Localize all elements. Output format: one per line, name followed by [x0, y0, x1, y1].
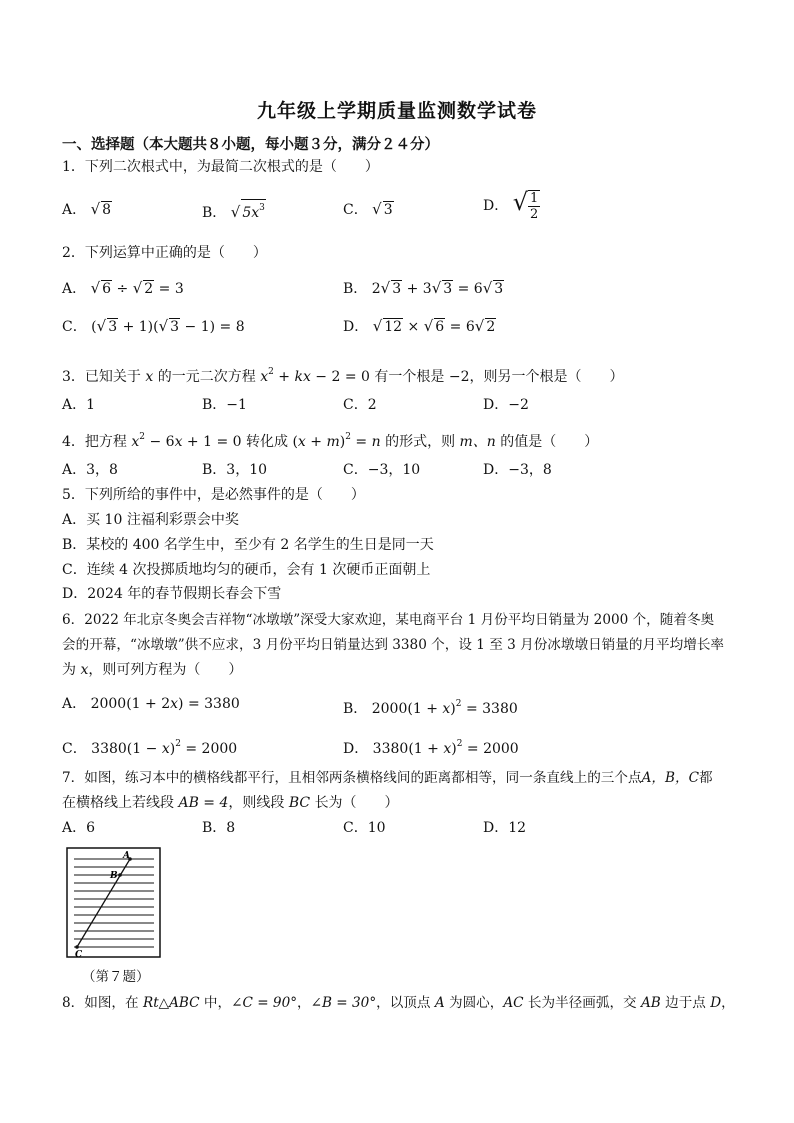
q3-option-d: D．−2	[483, 397, 529, 413]
q7-option-b: B．8	[202, 820, 236, 836]
question-6-line-3: 为 x，则可列方程为（ ）	[62, 662, 243, 678]
question-4-stem: 4．把方程 $x^2 - 6x + 1 = 0$ 转化成 $(x + m)^2 = n$ 的形式，则 m、n 的值是（ ）	[62, 432, 599, 450]
q4-option-d: D．−3，8	[483, 462, 552, 478]
q2-option-a: A． √ 6 ÷ √ 2 = 3	[62, 279, 184, 297]
q4-option-b: B．3，10	[202, 462, 268, 478]
question-6-line-1: 6．2022 年北京冬奥会吉祥物“冰墩墩”深受大家欢迎，某电商平台 1 月份平均日销量为 2000 个，随着冬奥	[62, 612, 715, 628]
question-1-stem: 1．下列二次根式中，为最简二次根式的是（ ）	[62, 159, 379, 175]
q1-option-d: D． √ $\frac{1}{2}$	[483, 188, 539, 222]
question-3-stem: 3．已知关于 x 的一元二次方程 $x^2$ + kx − 2 = 0 有一个根是 −2，则另一个根是（ ）	[62, 367, 624, 385]
q5-option-b: B．某校的 400 名学生中，至少有 2 名学生的生日是同一天	[62, 537, 434, 553]
q5-option-a: A．买 10 注福利彩票会中奖	[62, 512, 239, 528]
label-a: A	[123, 851, 130, 861]
q5-option-d: D．2024 年的春节假期长春会下雪	[62, 586, 282, 602]
question-2-stem: 2．下列运算中正确的是（ ）	[62, 245, 267, 261]
q6-option-b: B． $2000(1 + x)^2 = 3380$	[343, 699, 518, 717]
q6-option-a: A． 2000(1 + 2x) = 3380	[62, 696, 240, 712]
q5-option-c: C．连续 4 次投掷质地均匀的硬币，会有 1 次硬币正面朝上	[62, 562, 431, 578]
question-8-stem: 8．如图，在 Rt△ABC 中，∠C = 90°，∠B = 30°，以顶点 A 为圆心，AC 长为半径画弧，交 AB 边于点 D，	[62, 995, 735, 1011]
q3-option-a: A．1	[62, 397, 96, 413]
notebook-lines-figure	[66, 847, 162, 959]
point-b	[118, 873, 122, 877]
q1-option-c: C． √ 3	[343, 200, 393, 218]
q6-option-c: C． $3380(1 - x)^2 = 2000$	[62, 739, 238, 757]
q3-option-b: B．−1	[202, 397, 247, 413]
q1-option-b: B． √ $5x^3$	[202, 199, 266, 223]
q2-option-d: D． √ 12 × √ 6 = 6√ 2	[343, 317, 496, 335]
point-c	[75, 945, 79, 949]
q6-option-d: D． $3380(1 + x)^2 = 2000$	[343, 739, 519, 757]
figure-7-caption: （第７题）	[82, 969, 150, 985]
label-b: B	[110, 871, 118, 881]
question-5-stem: 5．下列所给的事件中，是必然事件的是（ ）	[62, 487, 365, 503]
page-title: 九年级上学期质量监测数学试卷	[256, 100, 537, 122]
question-7-line-2: 在横格线上若线段 AB = 4，则线段 BC 长为（ ）	[62, 795, 399, 811]
q2-option-c: C． (√ 3 + 1)(√ 3 − 1) = 8	[62, 317, 245, 335]
q4-option-c: C．−3，10	[343, 462, 421, 478]
question-6-line-2: 会的开幕，“冰墩墩”供不应求，3 月份平均日销量达到 3380 个，设 1 至 3 月份冰墩墩日销量的月平均增长率	[62, 637, 725, 653]
section-heading: 一、选择题（本大题共８小题，每小题３分，满分２４分）	[62, 137, 439, 153]
q7-option-d: D．12	[483, 820, 527, 836]
question-7-line-1: 7．如图，练习本中的横格线都平行，且相邻两条横格线间的距离都相等，同一条直线上的三个点A，B，C都	[62, 770, 713, 786]
q4-option-a: A．3，8	[62, 462, 118, 478]
q3-option-c: C．2	[343, 397, 377, 413]
label-c: C	[75, 950, 83, 959]
q7-option-a: A．6	[62, 820, 96, 836]
q2-option-b: B． 2√ 3 + 3√ 3 = 6√ 3	[343, 279, 504, 297]
q1-option-a: A． √ 8	[62, 200, 112, 218]
q7-option-c: C．10	[343, 820, 386, 836]
